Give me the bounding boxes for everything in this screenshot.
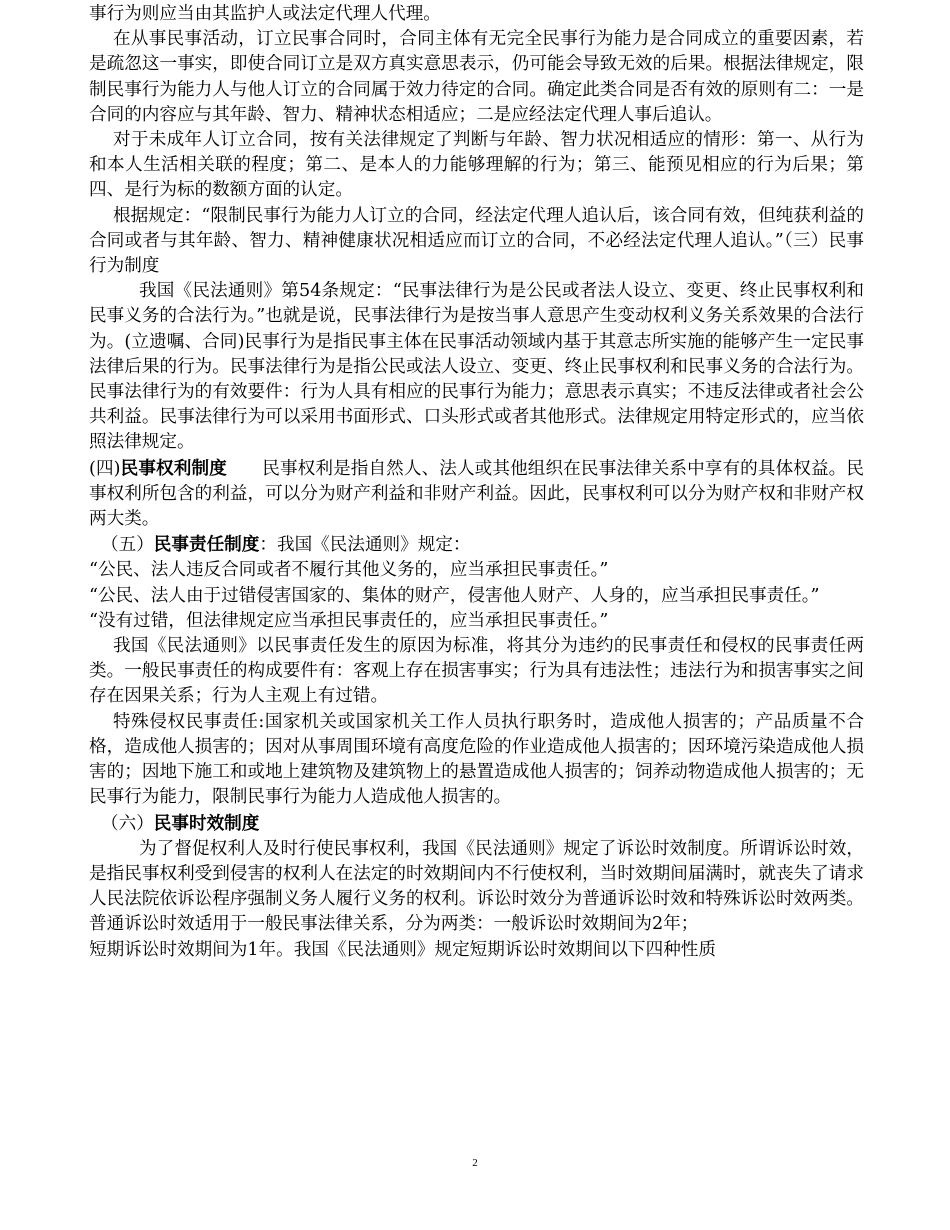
section-text: 民事权利是指自然人、法人或其他组织在民事法律关系中享有的具体权益。民事权利所包含的利益，可以分为财产利益和非财产利益。因此，民事权利可以分为财产权和非财产权两大类。 bbox=[89, 458, 864, 530]
paragraph: 事行为则应当由其监护人或法定代理人代理。 bbox=[89, 4, 441, 24]
document-body bbox=[89, 2, 864, 963]
paragraph: 我国《民法通则》以民事责任发生的原因为标准，将其分为违约的民事责任和侵权的民事责任两类。一般民事责任的构成要件有：客观上存在损害事实；行为具有违法性；违法行为和损害事实之间存在因果关系；行为人主观上有过错。 bbox=[89, 636, 864, 707]
paragraph: 根据规定：“限制民事行为能力人订立的合同，经法定代理人追认后，该合同有效，但纯获利益的合同或者与其年龄、智力、精神健康状况相适应而订立的合同，不必经法定代理人追认。”（三）民事行为制度 bbox=[89, 205, 864, 277]
section-heading: 民事时效制度 bbox=[153, 812, 260, 834]
paragraph: 我国《民法通则》第54条规定：“民事法律行为是公民或者法人设立、变更、终止民事权利和民事义务的合法行为。”也就是说，民事法律行为是按当事人意思产生变动权利义务关系效果的合法行为。(立遗嘱、合同)民事行为是指民事主体在民事活动领域内基于其意志所实施的能够产生一定民事法律后果的行为。民事法律行为是指公民或法人设立、变更、终止民事权利和民事义务的合法行为。民事法律行为的有效要件：行为人具有相应的民事行为能力；意思表示真实；不违反法律或者社会公共利益。民事法律行为可以采用书面形式、口头形式或者其他形式。法律规定用特定形式的，应当依照法律规定。 bbox=[89, 281, 864, 453]
quote-paragraph: “公民、法人违反合同或者不履行其他义务的，应当承担民事责任。” bbox=[89, 560, 609, 581]
section-heading: 民事权利制度 bbox=[120, 457, 227, 479]
paragraph: 特殊侵权民事责任:国家机关或国家机关工作人员执行职务时，造成他人损害的；产品质量不合格，造成他人损害的；因对从事周围环境有高度危险的作业造成他人损害的；因环境污染造成他人损害的；因地下施工和或地上建筑物及建筑物上的悬置造成他人损害的；饲养动物造成他人损害的；无民事行为能力，限制民事行为能力人造成他人损害的。 bbox=[89, 711, 864, 808]
paragraph: 为了督促权利人及时行使民事权利，我国《民法通则》规定了诉讼时效制度。所谓诉讼时效，是指民事权利受到侵害的权利人在法定的时效期间内不行使权利，当时效期间届满时，就丧失了请求人民法院依诉讼程序强制义务人履行义务的权利。诉讼时效分为普通诉讼时效和特殊诉讼时效两类。普通诉讼时效适用于一般民事法律关系，分为两类：一般诉讼时效期间为2年； bbox=[89, 838, 864, 935]
section-paragraph bbox=[89, 532, 864, 558]
paragraph: 对于未成年人订立合同，按有关法律规定了判断与年龄、智力状况相适应的情形：第一、从行为和本人生活相关联的程度；第二、是本人的力能够理解的行为；第三、能预见相应的行为后果；第四、是行为标的数额方面的认定。 bbox=[89, 130, 864, 201]
section-text: ：我国《民法通则》规定： bbox=[259, 535, 471, 556]
paragraph: 在从事民事活动，订立民事合同时，合同主体有无完全民事行为能力是合同成立的重要因素，若是疏忽这一事实，即使合同订立是双方真实意思表示，仍可能会导致无效的后果。根据法律规定，限制民事行为能力人与他人订立的合同属于效力待定的合同。确定此类合同是否有效的原则有二：一是合同的内容应与其年龄、智力、精神状态相适应；二是应经法定代理人事后追认。 bbox=[89, 29, 864, 125]
quote-paragraph: “没有过错，但法律规定应当承担民事责任的，应当承担民事责任。” bbox=[89, 610, 609, 631]
section-heading: 民事责任制度 bbox=[153, 534, 260, 556]
paragraph: 短期诉讼时效期间为1年。我国《民法通则》规定短期诉讼时效期间以下四种性质 bbox=[89, 939, 716, 960]
section-paragraph bbox=[89, 811, 864, 837]
section-number: （五） bbox=[101, 535, 154, 556]
section-paragraph bbox=[89, 456, 864, 533]
quote-paragraph: “公民、法人由于过错侵害国家的、集体的财产，侵害他人财产、人身的，应当承担民事责任。” bbox=[89, 585, 820, 606]
section-number: (四) bbox=[89, 458, 121, 479]
section-number: （六） bbox=[101, 813, 154, 834]
page-number: 2 bbox=[472, 1157, 478, 1169]
